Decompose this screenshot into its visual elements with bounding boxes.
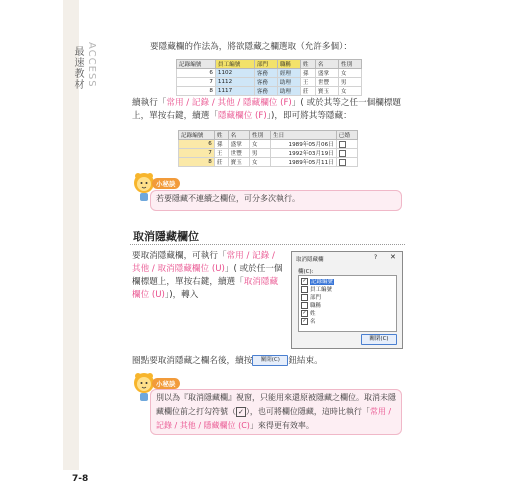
sidebar-product: ACCESS [86,42,97,88]
table-cell: 客務 [254,87,277,96]
table-selected-columns [176,59,362,96]
list-item-label: 員工編號 [310,287,333,293]
col-header[interactable]: 名 [315,60,338,69]
list-item-label: 職稱 [310,303,322,309]
checkbox[interactable] [339,150,346,157]
finish-instructions [132,355,323,368]
list-item-label: 名 [310,319,316,325]
menu-path: 常用 / 記錄 / 其他 / 取消隱藏欄位 (U) [132,251,275,274]
table-cell: 女 [249,158,270,167]
table-cell: 1102 [215,69,254,78]
col-header[interactable]: 名 [228,131,249,140]
columns-list [298,275,397,332]
table-cell: 6 [179,140,215,149]
list-item[interactable] [301,310,316,318]
close-icon[interactable]: ✕ [390,253,396,261]
table-cell: 1117 [215,87,254,96]
table-cell: 助理 [277,87,300,96]
table-cell: 孫 [214,140,228,149]
section-divider [130,244,405,245]
text: 別以為『取消隱藏欄』視窗，只能用來還原被隱藏之欄位。取消未隱藏欄位前之打勾符號（ [156,393,396,416]
col-header[interactable]: 姓 [214,131,228,140]
checkbox[interactable] [339,159,346,166]
dialog-title: 取消隱藏欄 [296,257,324,263]
table-row [179,149,358,158]
table-cell: 客務 [254,69,277,78]
tip-label: 小秘訣 [152,378,180,389]
table-cell[interactable] [336,140,357,149]
table-cell: 孫 [300,69,315,78]
table-cell[interactable] [336,149,357,158]
list-item-label: 記錄編號 [311,279,334,285]
text: 」)，轉入 [164,290,199,300]
table-cell: 1989年05月11日 [271,158,337,167]
col-header[interactable]: 員工編號 [215,60,254,69]
table-cell: 莊 [214,158,228,167]
text: 續執行「 [132,98,167,108]
sidebar-book-label: 最速教材 [72,46,83,90]
table-row [177,87,362,96]
table-cell: 女 [249,140,270,149]
table-cell: 男 [338,78,361,87]
page-number: 7-8 [72,474,89,484]
table-cell: 王 [214,149,228,158]
col-header[interactable]: 已婚 [336,131,357,140]
text: 」)，即可將其等隱藏： [266,111,352,121]
hide-instructions [132,97,404,123]
tip-label: 小秘訣 [152,178,180,189]
list-item[interactable] [301,278,334,286]
tip-text-2 [156,391,396,433]
table-cell: 經理 [277,69,300,78]
table-cell: 莊 [300,87,315,96]
table-cell: 助理 [277,78,300,87]
menu-command: 隱藏欄位 (F) [217,111,267,121]
text: 」來得更有效率。 [249,421,314,430]
checkbox[interactable]: ✓ [302,318,307,324]
text: 」( 或於任一個欄標題上，單按右鍵，續選「 [132,264,283,287]
menu-command: 取消隱藏欄位 (U) [132,277,279,300]
check-icon: ✓ [238,408,244,416]
table-cell: 盛掌 [315,69,338,78]
table-cell[interactable] [336,158,357,167]
checkbox[interactable] [339,141,346,148]
table-cell: 世豐 [315,78,338,87]
table-cell: 寶玉 [315,87,338,96]
table-cell: 1112 [215,78,254,87]
col-header[interactable]: 記錄編號 [177,60,216,69]
unhide-columns-dialog [291,251,403,349]
table-hidden-result [178,130,358,167]
text: 圈點要取消隱藏之欄名後，續按 [132,356,253,366]
help-icon[interactable]: ? [374,254,378,261]
sidebar [0,0,80,500]
checkbox[interactable]: ✓ [302,278,307,284]
table-cell: 王 [300,78,315,87]
col-header[interactable]: 職稱 [277,60,300,69]
list-item-label: 部門 [310,295,322,301]
sidebar-title [72,42,98,90]
checkbox[interactable] [301,302,308,309]
table-cell: 7 [179,149,215,158]
table-cell: 女 [338,69,361,78]
checkbox[interactable] [301,286,308,293]
table-cell: 盛掌 [228,140,249,149]
list-item[interactable] [301,286,332,294]
table-cell: 女 [338,87,361,96]
text: ），也可將欄位隱藏，這時比執行「 [245,407,370,416]
text: 鈕結束。 [288,356,323,366]
close-button[interactable]: 關閉(C) [361,334,397,345]
table-row [179,158,358,167]
list-item[interactable] [301,294,321,302]
section-title: 取消隱藏欄位 [133,230,199,243]
col-header[interactable]: 姓 [300,60,315,69]
table-row [177,78,362,87]
table-cell: 客務 [254,78,277,87]
intro-text: 要隱藏欄的作法為，將欲隱藏之欄選取（允許多個）： [150,42,352,52]
list-item-label: 姓 [310,311,316,317]
col-header[interactable]: 性別 [249,131,270,140]
col-header[interactable]: 生日 [271,131,337,140]
table-cell: 寶玉 [228,158,249,167]
table-cell: 8 [177,87,216,96]
text: 要取消隱藏欄，可執行「 [132,251,227,261]
col-header[interactable]: 性別 [338,60,361,69]
table-cell: 8 [179,158,215,167]
unhide-instructions [132,250,284,302]
checkbox[interactable] [301,294,308,301]
menu-path: 常用 / 記錄 / 其他 / 隱藏欄位 (C) [156,407,392,430]
table-header-row [179,131,358,140]
table-cell: 世豐 [228,149,249,158]
table-cell: 1989年05月06日 [271,140,337,149]
table-cell: 6 [177,69,216,78]
menu-path: 常用 / 記錄 / 其他 / 隱藏欄位 (F) [166,98,292,108]
close-button-illustration: 關閉(C) [252,355,288,366]
table-cell: 男 [249,149,270,158]
text: 」( 或於其等之任一個欄標題上，單按右鍵，續選「 [132,98,402,121]
table-header-row [177,60,362,69]
table-row [179,140,358,149]
list-item[interactable] [301,302,321,310]
table-row [177,69,362,78]
tip-text-1: 若要隱藏不連續之欄位，可分多次執行。 [156,194,300,203]
table-cell: 1992年03月19日 [271,149,337,158]
table-cell: 7 [177,78,216,87]
checkbox[interactable]: ✓ [302,310,307,316]
columns-label: 欄(C): [298,269,314,275]
col-header[interactable]: 記錄編號 [179,131,215,140]
list-item[interactable] [301,318,316,326]
col-header[interactable]: 部門 [254,60,277,69]
